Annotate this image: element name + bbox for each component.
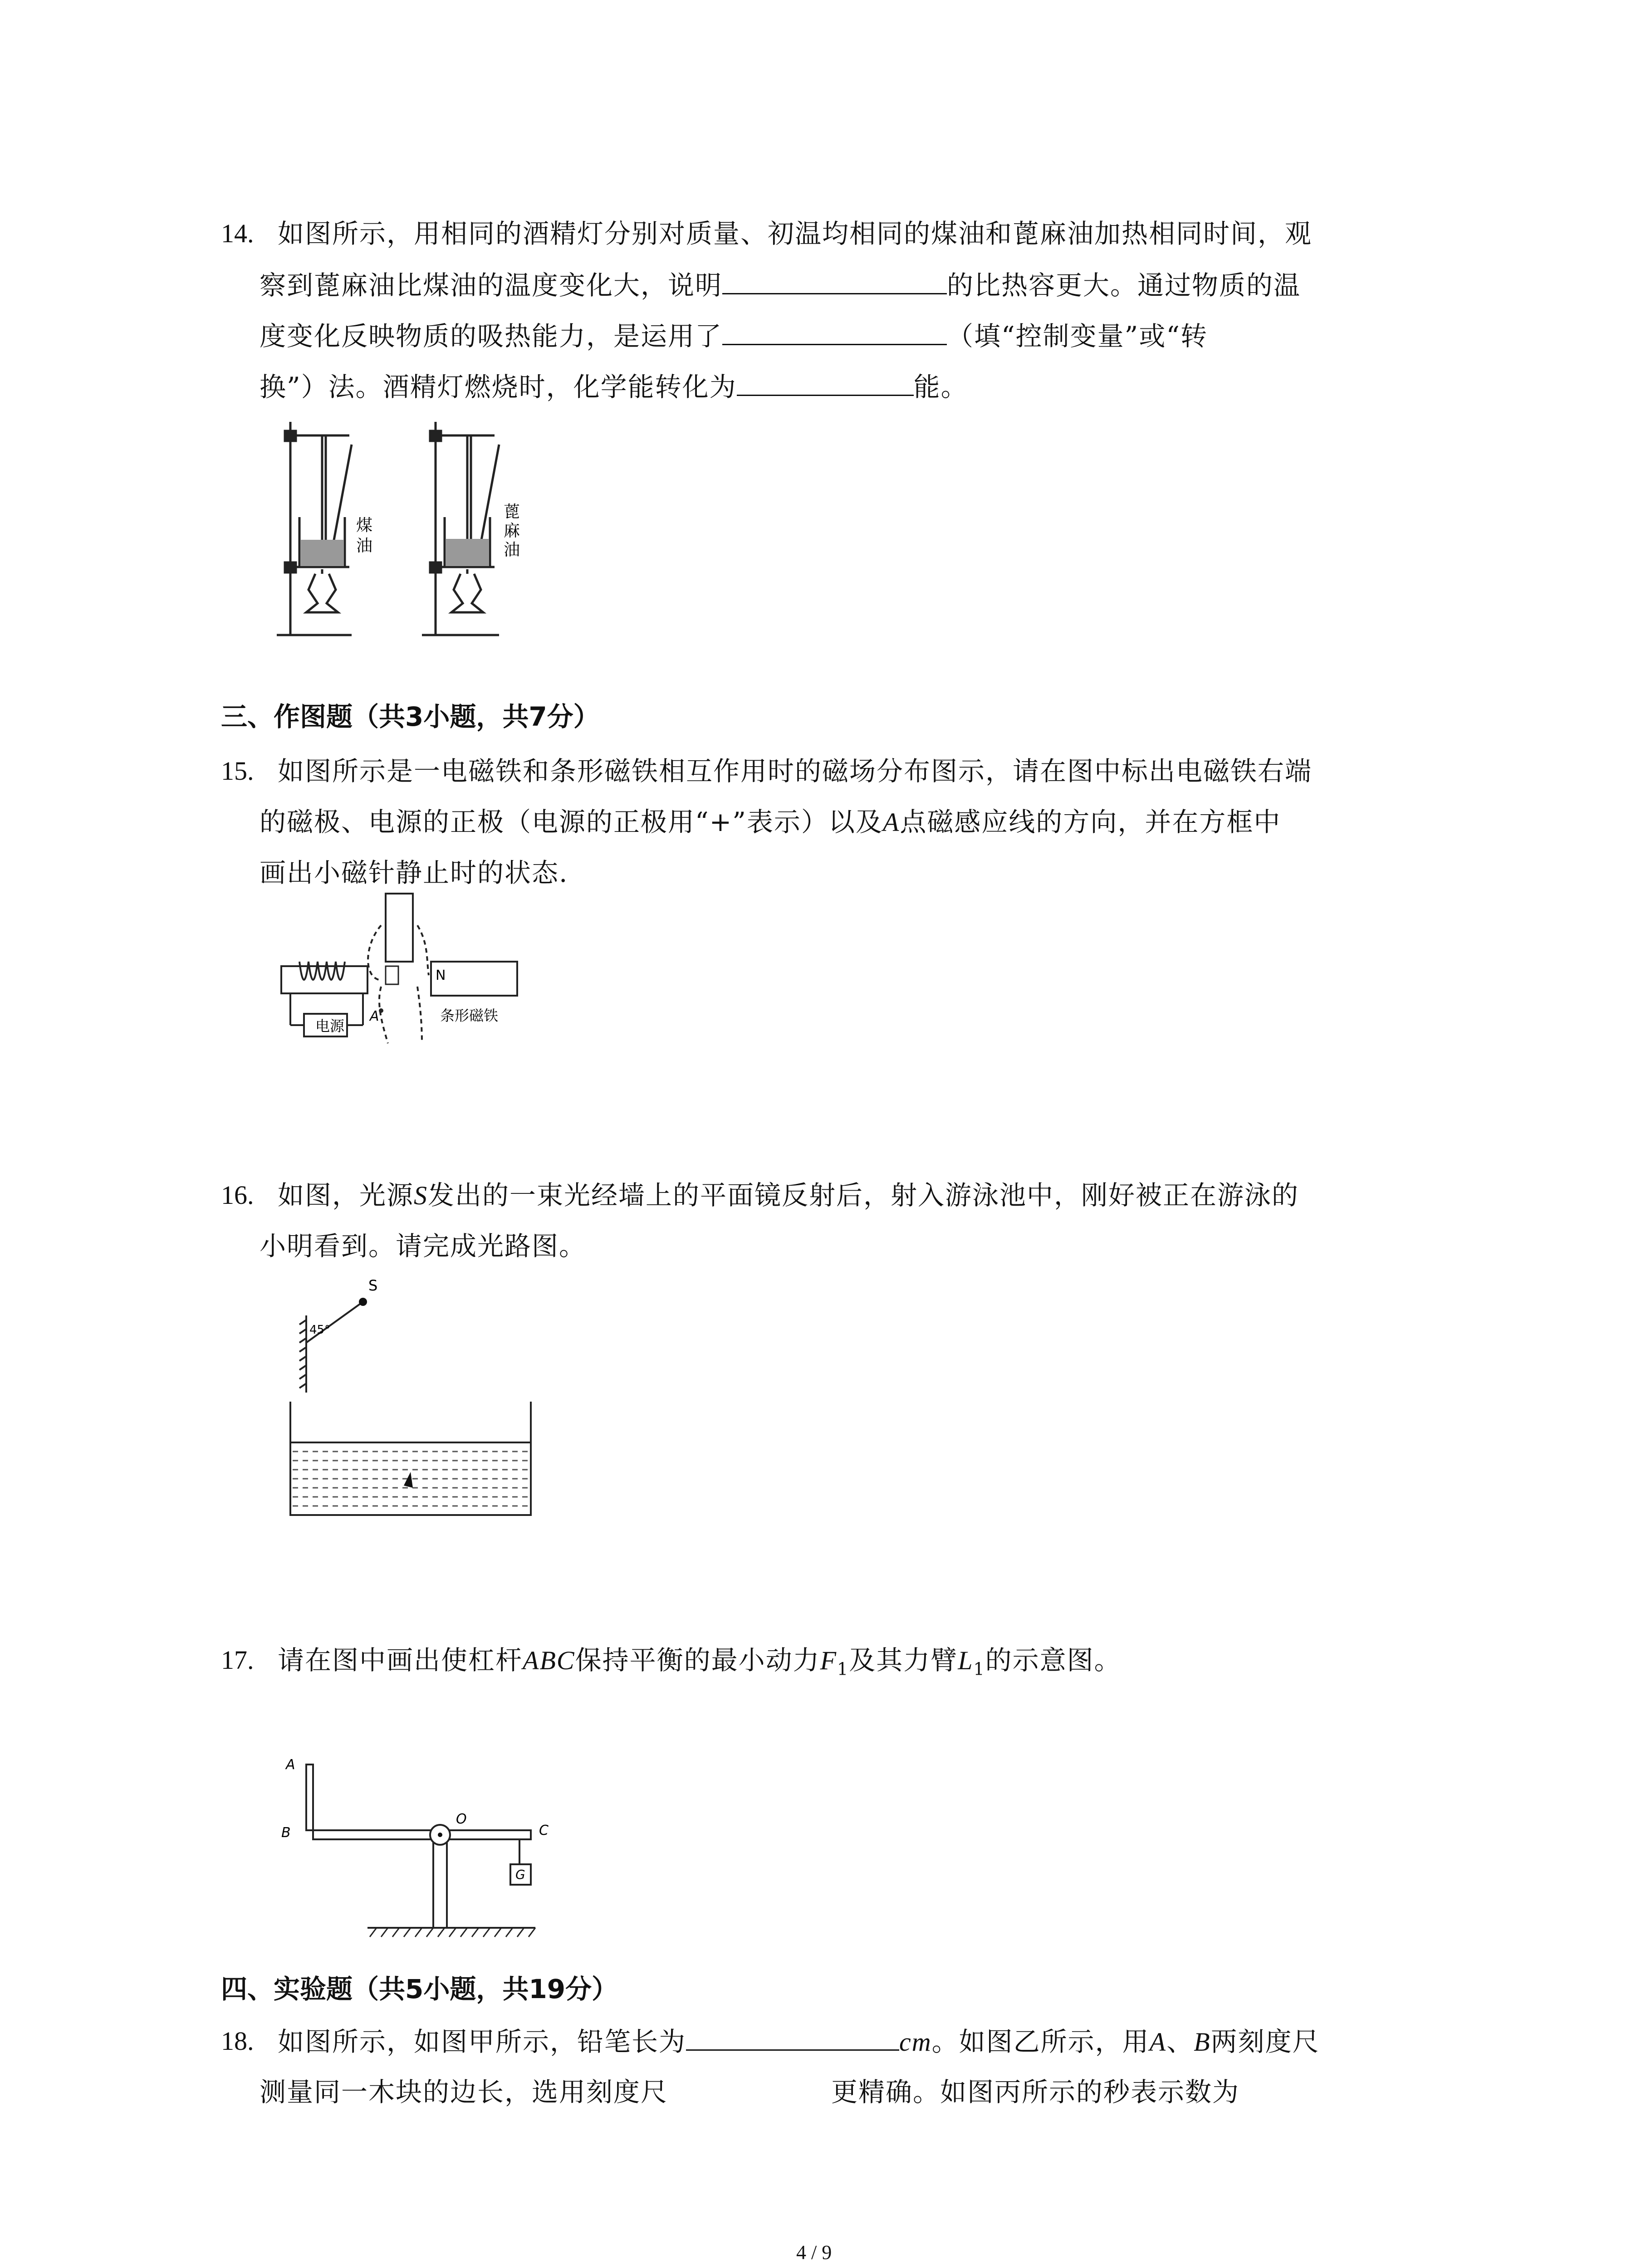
q14-line-2: 察到蓖麻油比煤油的温度变化大，说明 的比热容更大。通过物质的温 — [260, 267, 1301, 303]
heating-experiment-figure — [272, 417, 544, 653]
point-a-label: A — [286, 1757, 295, 1773]
section-heading: 四、实验题（共5小题，共19分） — [221, 1974, 618, 2004]
q18-line-2: 测量同一木块的边长，选用刻度尺 更精确。如图丙所示的秒表示数为 — [260, 2077, 1240, 2107]
q17-line-1: 请在图中画出使杠杆ABC保持平衡的最小动力$F_1$及其力臂$L_1$的示意图。 — [278, 1645, 1122, 1679]
point-c-label: C — [539, 1823, 549, 1838]
kerosene-label-1: 煤 — [356, 516, 373, 535]
q14-line-3: 度变化反映物质的吸热能力，是运用了 （填“控制变量”或“转 — [260, 318, 1208, 354]
section-heading: 三、作图题（共3小题，共7分） — [221, 701, 600, 732]
point-b-label: B — [281, 1825, 291, 1841]
question-number: 15. — [221, 756, 254, 786]
q15-line-3: 画出小磁针静止时的状态. — [260, 857, 568, 888]
light-source-label: S — [368, 1277, 378, 1294]
answer-blank[interactable] — [722, 318, 947, 345]
swimming-pool-figure — [281, 1270, 535, 1524]
castor-oil-label-2: 麻 — [504, 522, 520, 540]
lever-figure — [277, 1746, 576, 1955]
angle-label: 45° — [309, 1323, 331, 1337]
kerosene-label-2: 油 — [356, 537, 373, 555]
castor-oil-label-3: 油 — [504, 541, 520, 559]
q14-line-1: 如图所示，用相同的酒精灯分别对质量、初温均相同的煤油和蓖麻油加热相同时间，观 — [278, 218, 1313, 249]
weight-g-label: G — [515, 1867, 525, 1882]
question-number: 14. — [221, 219, 254, 248]
point-o-label: O — [456, 1811, 467, 1827]
q16-line-1: 如图，光源S发出的一束光经墙上的平面镜反射后，射入游泳池中，刚好被正在游泳的 — [278, 1180, 1299, 1211]
answer-blank[interactable] — [722, 267, 947, 294]
page-number: 4 / 9 — [796, 2241, 832, 2263]
answer-blank[interactable] — [737, 368, 914, 396]
question-number: 18. — [221, 2026, 254, 2056]
answer-blank[interactable] — [686, 2023, 899, 2051]
q15-line-1: 如图所示是一电磁铁和条形磁铁相互作用时的磁场分布图示，请在图中标出电磁铁右端 — [278, 756, 1313, 787]
q15-line-2: 的磁极、电源的正极（电源的正极用“+”表示）以及A点磁感应线的方向，并在方框中 — [260, 807, 1281, 837]
point-a-label: A — [370, 1008, 379, 1024]
bar-magnet-label: 条形磁铁 — [440, 1007, 499, 1024]
q16-line-2: 小明看到。请完成光路图。 — [260, 1231, 587, 1261]
q14-line-4: 换”）法。酒精灯燃烧时，化学能转化为 能。 — [260, 368, 968, 405]
power-source-label: 电源 — [315, 1017, 345, 1035]
castor-oil-label-1: 蓖 — [504, 503, 520, 521]
north-pole-label: N — [436, 968, 446, 983]
electromagnet-figure — [272, 889, 526, 1057]
question-number: 16. — [221, 1180, 254, 1210]
q18-line-1: 如图所示，如图甲所示，铅笔长为 cm。如图乙所示，用A、B两刻度尺 — [278, 2023, 1320, 2060]
question-number: 17. — [221, 1645, 254, 1675]
